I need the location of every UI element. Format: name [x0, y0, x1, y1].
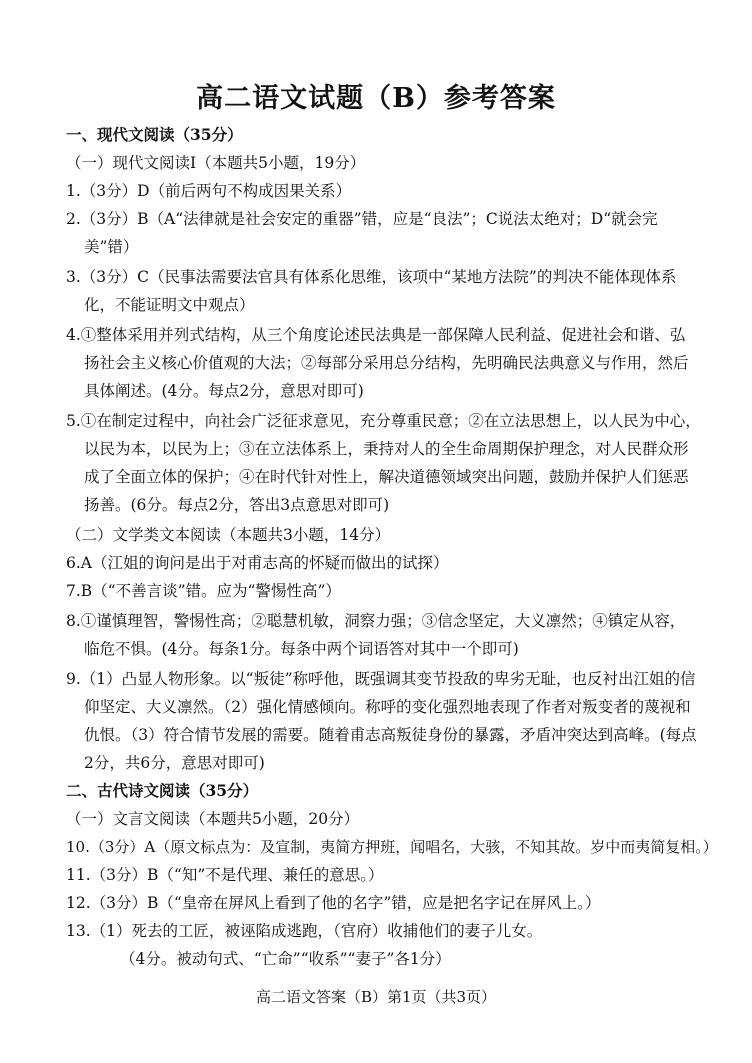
subsection-heading-literary-reading: （二）文学类文本阅读（本题共3小题，14分） — [66, 526, 391, 544]
answer-q8-line1: 8.①谨慎理智，警惕性高；②聪慧机敏，洞察力强；③信念坚定，大义凛然；④镇定从容， — [66, 612, 686, 630]
answer-q2-line1: 2.（3分）B（A“法律就是社会安定的重器”错，应是“良法”；C说法太绝对；D“就会完 — [66, 210, 658, 228]
answer-q9-line3: 仇恨。（3）符合情节发展的需要。随着甫志高叛徒身份的暴露，矛盾冲突达到高峰。(每点 — [84, 726, 697, 744]
answer-q5-line2: 以民为本，以民为上；③在立法体系上，秉持对人的全生命周期保护理念，对人民群众形 — [84, 440, 689, 458]
answer-q5-line1: 5.①在制定过程中，向社会广泛征求意见，充分尊重民意；②在立法思想上，以人民为中心， — [66, 412, 701, 430]
subsection-heading-modern-reading-1: （一）现代文阅读Ⅰ（本题共5小题，19分） — [66, 154, 366, 172]
section-heading-classical-reading: 二、古代诗文阅读（35分） — [66, 781, 259, 800]
subsection-heading-classical-prose: （一）文言文阅读（本题共5小题，20分） — [66, 810, 360, 828]
answer-q8-line2: 临危不惧。(4分。每条1分。每条中两个词语答对其中一个即可) — [84, 640, 519, 658]
answer-q5-line3: 成了全面立体的保护；④在时代针对性上，解决道德领域突出问题，鼓励并保护人们惩恶 — [84, 468, 689, 486]
answer-q9-line4: 2分，共6分，意思对即可) — [84, 754, 265, 772]
section-heading-modern-reading: 一、现代文阅读（35分） — [66, 125, 243, 144]
answer-q10: 10.（3分）A（原文标点为：及宣制，夷简方押班，闻唱名，大骇，不知其故。岁中而夷简复相。） — [66, 838, 718, 856]
answer-q3-line2: 化，不能证明文中观点） — [84, 296, 255, 314]
answer-q4-line3: 具体阐述。(4分。每点2分，意思对即可) — [84, 382, 364, 400]
answer-q5-line4: 扬善。(6分。每点2分，答出3点意思对即可) — [84, 496, 390, 514]
page-title: 高二语文试题（B）参考答案 — [196, 83, 556, 114]
answer-q2-line2: 美”错） — [84, 238, 139, 256]
answer-q1: 1.（3分）D（前后两句不构成因果关系） — [66, 182, 352, 200]
answer-q3-line1: 3.（3分）C（民事法需要法官具有体系化思维，该项中“某地方法院”的判决不能体现体系 — [66, 268, 677, 286]
answer-q7: 7.B（“不善言谈”错。应为“警惕性高”） — [66, 582, 341, 600]
answer-q4-line2: 扬社会主义核心价值观的大法；②每部分采用总分结构，先明确民法典意义与作用，然后 — [84, 354, 689, 372]
answer-q12: 12.（3分）B（“皇帝在屏风上看到了他的名字”错，应是把名字记在屏风上。） — [66, 894, 601, 912]
answer-q13-line2: （4分。被动句式、“亡命”“收系”“妻子”各1分） — [120, 950, 451, 968]
page-footer: 高二语文答案（B）第1页（共3页） — [255, 988, 497, 1006]
answer-q9-line1: 9.（1）凸显人物形象。以“叛徒”称呼他，既强调其变节投敌的卑劣无耻，也反衬出江姐的信 — [66, 670, 696, 688]
answer-q13-line1: 13.（1）死去的工匠，被诬陷成逃跑，（官府）收捕他们的妻子儿女。 — [66, 922, 543, 940]
answer-q11: 11.（3分）B（“知”不是代理、兼任的意思。） — [66, 866, 384, 884]
answer-q9-line2: 仰坚定、大义凛然。（2）强化情感倾向。称呼的变化强烈地表现了作者对叛变者的蔑视和 — [84, 698, 691, 716]
answer-q4-line1: 4.①整体采用并列式结构，从三个角度论述民法典是一部保障人民利益、促进社会和谐、弘 — [66, 326, 686, 344]
answer-q6: 6.A（江姐的询问是出于对甫志高的怀疑而做出的试探） — [66, 554, 449, 572]
